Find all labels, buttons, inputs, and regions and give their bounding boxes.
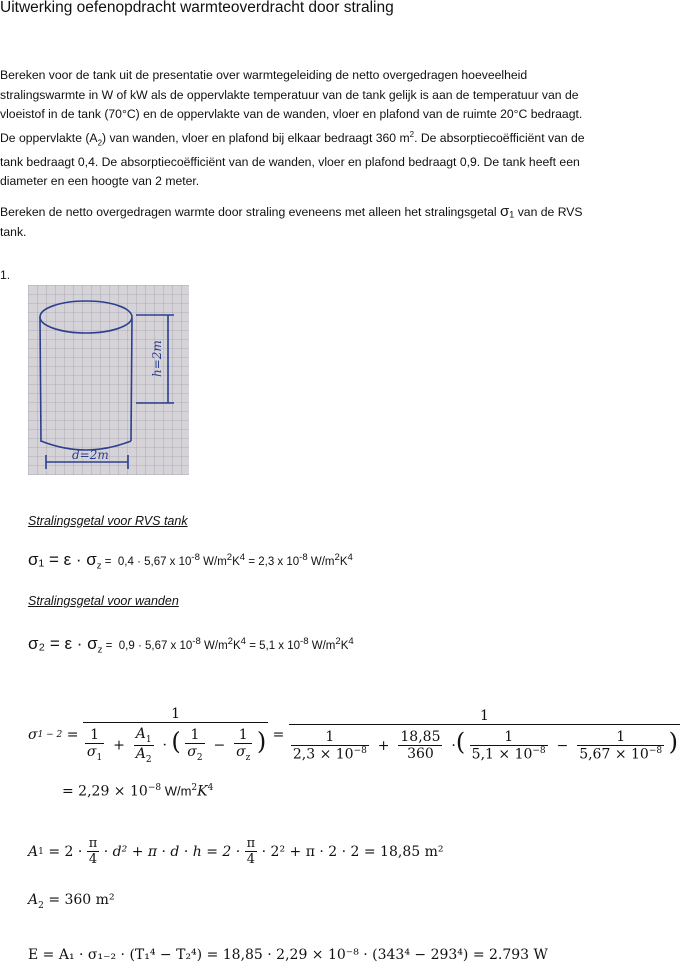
equation-A1: A 1 = 2 · $\frac{\pi}{4}$ · d² + π · d · h = 2 · $\frac{\pi}{4}$ · 2² + π · 2 · 2 = 18,85 m² [28,836,444,867]
page-title: Uitwerking oefenopdracht warmteoverdracht door straling [0,0,394,16]
equation-sigma2: $\sigma_2 = \varepsilon \cdot \sigma_z = 0,9 \cdot 5,67$ x $10^{-8}$ $W/m^2K^4 = 5,1$ x $10^{-8}$ $W/m^2K^4$ [28,634,354,656]
equation-A2: $A_2 = 360$ m² [28,892,115,911]
item-number: 1. [0,268,11,282]
tank-sketch-photo [28,285,189,475]
diameter-label: d=2m [72,448,109,462]
equation-E: E = A₁ · σ₁₋₂ · (T₁⁴ − T₂⁴) = 18,85 · 2,29 × 10⁻⁸ · (343⁴ − 293⁴) = 2.793 W [28,947,548,963]
equation-sigma12: σ 1 − 2 = 1 $\frac{1}{\sigma_1}$ + $\frac{A_1}{A_2}$ · ( $\frac{1}{\sigma_2}$ − $\frac{1}{\sigma_z}$ ) = 1 $\frac{1}{2,3 \times 10^{-8}}$ + $\frac{18,85}{360}$ ·( $\frac{1}{5,1 \times 10^{-8}}$ − $\frac{1}{5,67 \times 10^{-8}}$ ) [28,706,678,765]
equation-sigma12-result: = $2,29 \times 10^{-8}$ $W/m^2K^4$ [62,783,214,800]
label-rvs: Stralingsgetal voor RVS tank [28,514,188,528]
height-label: h=2m [150,340,164,377]
label-wanden: Stralingsgetal voor wanden [28,594,179,608]
assignment-paragraph-2: Bereken de netto overgedragen warmte door straling eveneens met alleen het stralingsgetal σ₁ van de RVS tank. [0,203,583,239]
assignment-paragraph: Bereken voor de tank uit de presentatie over warmtegeleiding de netto overgedragen hoeveelheid stralingswarmte in W of kW als de oppervlakte temperatuur van de tank gelijk is aan de temperatuur van de vloeistof in de tank (70°C) en de oppervlakte van de wanden, vloer en plafond van de ruimte 20°C bedraagt. De oppervlakte $(A_2)$ van wanden, vloer en plafond bij elkaar bedraagt 360 $m^2$. De absorptiecoëfficiënt van de tank bedraagt 0,4. De absorptiecoëfficiënt van de wanden, vloer en plafond bedraagt 0,9. De tank heeft een diameter en een hoogte van 2 meter. [0,68,585,189]
equation-sigma1: $\sigma_1 = \varepsilon \cdot \sigma_z = 0,4 \cdot 5,67$ x $10^{-8}$ $W/m^2K^4 = 2,3$ x $10^{-8}$ $W/m^2K^4$ [28,550,353,572]
